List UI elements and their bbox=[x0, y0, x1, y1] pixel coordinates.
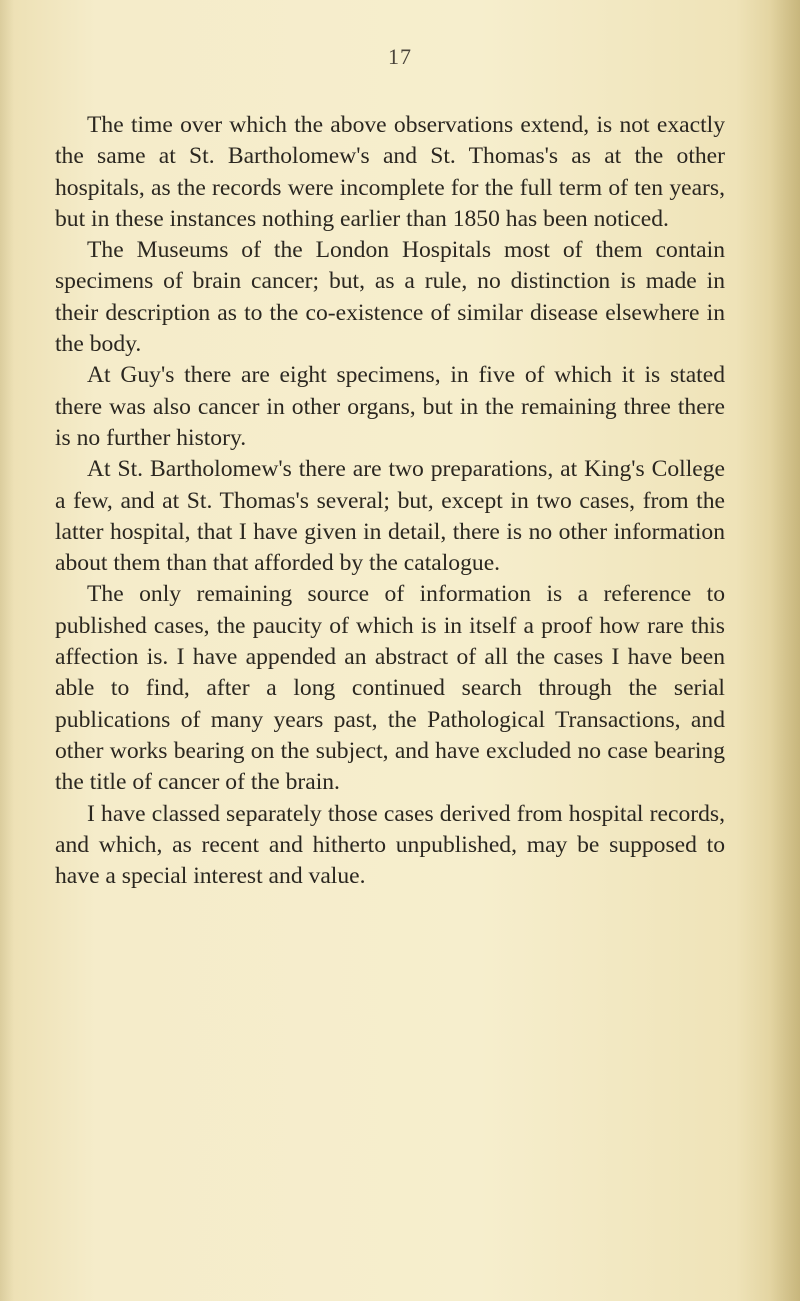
paragraph-observations: The time over which the above observations extend, is not exactly the same at St. Bartholomew's and St. Thomas's as at the other hospitals, as the records were incomplete for the full term of ten years, but in these instances nothing earlier than 1850 has been noticed. bbox=[55, 112, 725, 232]
paragraph-guys: At Guy's there are eight specimens, in five of which it is stated there was also cancer in other organs, but in the remaining three there is no further history. bbox=[55, 362, 725, 451]
paragraph-bartholomews: At St. Bartholomew's there are two preparations, at King's College a few, and at St. Thomas's several; but, except in two cases, from the latter hospital, that I have given in detail, there is no other information about them than that afforded by the catalogue. bbox=[55, 456, 725, 577]
body-text bbox=[55, 110, 725, 892]
paragraph-hospital-records: I have classed separately those cases derived from hospital records, and which, as recent and hitherto unpublished, may be supposed to have a special interest and value. bbox=[55, 800, 725, 890]
page-number: 17 bbox=[388, 44, 412, 69]
page-gutter-shadow bbox=[0, 0, 14, 1301]
paragraph-published-cases: The only remaining source of information is a reference to published cases, the paucity of which is in itself a proof how rare this affection is. I have appended an abstract of all the cases I have been able to find, after a long continued search through the serial publications of many years past, the Pathological Transactions, and other works bearing on the subject, and have excluded no case bearing the title of cancer of the brain. bbox=[55, 581, 725, 796]
paragraph-museums: The Museums of the London Hospitals most of them contain specimens of brain cancer; but, as a rule, no distinction is made in their description as to the co-existence of similar disease elsewhere in the body. bbox=[55, 237, 725, 358]
page-edge-shadow bbox=[770, 0, 800, 1301]
